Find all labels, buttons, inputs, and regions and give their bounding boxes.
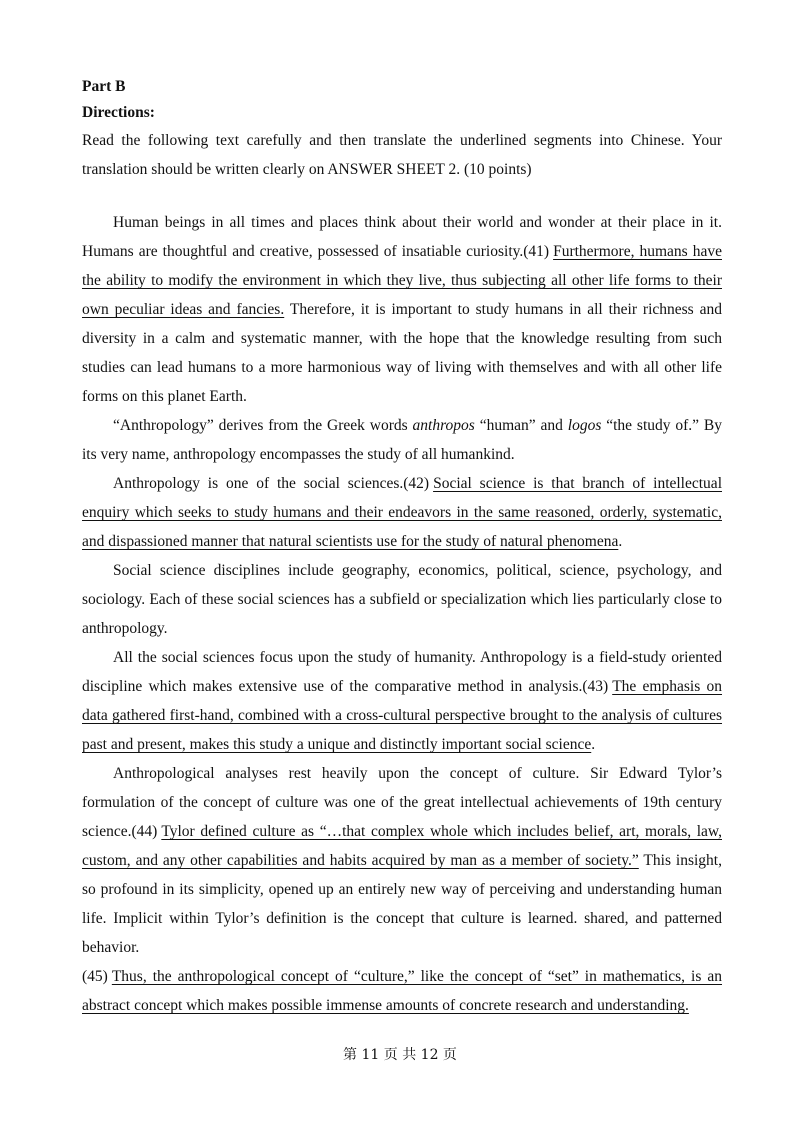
question-number-41: (41): [523, 243, 550, 260]
page-number-footer: 第 11 页 共 12 页: [343, 1047, 457, 1063]
p2-italic-logos: logos: [567, 417, 602, 434]
directions-text: Read the following text carefully and then translate the underlined segments into Chinese. Your translation should be written clearly on ANSWER SHEET 2. (10 points): [82, 132, 722, 178]
paragraph-7: [82, 962, 722, 1020]
paragraph-5: [82, 643, 722, 759]
p2-italic-anthropos: anthropos: [412, 417, 475, 434]
question-number-45: (45): [82, 968, 108, 985]
p6-text-b: This insight, so profound in its simplicity, opened up an entirely new way of perceiving and understanding human life. Implicit within Tylor’s definition is the concept that culture is learned. shared, and patterned behavior.: [82, 852, 722, 956]
paragraph-4: Social science disciplines include geography, economics, political, science, psychology, and sociology. Each of these social sciences has a subfield or specialization which lies particularly close to anthropology.: [82, 562, 722, 637]
paragraph-3: [82, 469, 722, 556]
p6-text-a: Anthropological analyses rest heavily upon the concept of culture. Sir Edward Tylor’s formulation of the concept of culture was one of the great intellectual achievements of 19th century science.: [82, 765, 722, 840]
paragraph-1: [82, 208, 722, 411]
question-number-42: (42): [403, 475, 430, 492]
p2-text-c: “the study of.” By its very name, anthropology encompasses the study of all humankind.: [82, 417, 722, 463]
underlined-segment-44: Tylor defined culture as “…that complex whole which includes belief, art, morals, law, custom, and any other capabilities and habits acquired by man as a member of society.”: [82, 823, 722, 869]
paragraph-2: [82, 411, 722, 469]
p1-text-a: Human beings in all times and places think about their world and wonder at their place in it. Humans are thoughtful and creative, possessed of insatiable curiosity.: [82, 214, 722, 260]
directions-label: Directions:: [82, 104, 155, 121]
p2-text-a: “Anthropology” derives from the Greek words: [113, 417, 413, 434]
p3-text-b: .: [618, 533, 623, 550]
part-title: Part B: [82, 78, 126, 95]
paragraph-6: [82, 759, 722, 962]
underlined-segment-42: Social science is that branch of intellectual enquiry which seeks to study humans and their endeavors in the same reasoned, orderly, systematic, and dispassioned manner that natural scientists use for the study of natural phenomena: [82, 475, 722, 550]
question-number-43: (43): [582, 678, 609, 695]
p5-text-b: .: [591, 736, 596, 753]
underlined-segment-41: Furthermore, humans have the ability to modify the environment in which they live, thus subjecting all other life forms to their own peculiar ideas and fancies.: [82, 243, 722, 318]
p3-text-a: Anthropology is one of the social sciences.: [113, 475, 404, 492]
p2-text-b: “human” and: [474, 417, 568, 434]
question-number-44: (44): [131, 823, 158, 840]
underlined-segment-43: The emphasis on data gathered first-hand, combined with a cross-cultural perspective brought to the analysis of cultures past and present, makes this study a unique and distinctly important social science: [82, 678, 722, 753]
underlined-segment-45: Thus, the anthropological concept of “culture,” like the concept of “set” in mathematics, is an abstract concept which makes possible immense amounts of concrete research and understanding.: [82, 968, 722, 1014]
page-content: [82, 70, 722, 1020]
p5-text-a: All the social sciences focus upon the study of humanity. Anthropology is a field-study oriented discipline which makes extensive use of the comparative method in analysis.: [82, 649, 722, 695]
p1-text-b: Therefore, it is important to study humans in all their richness and diversity in a calm and systematic manner, with the hope that the knowledge resulting from such studies can lead humans to a more harmonious way of living with themselves and with all other life forms on this planet Earth.: [82, 301, 722, 405]
